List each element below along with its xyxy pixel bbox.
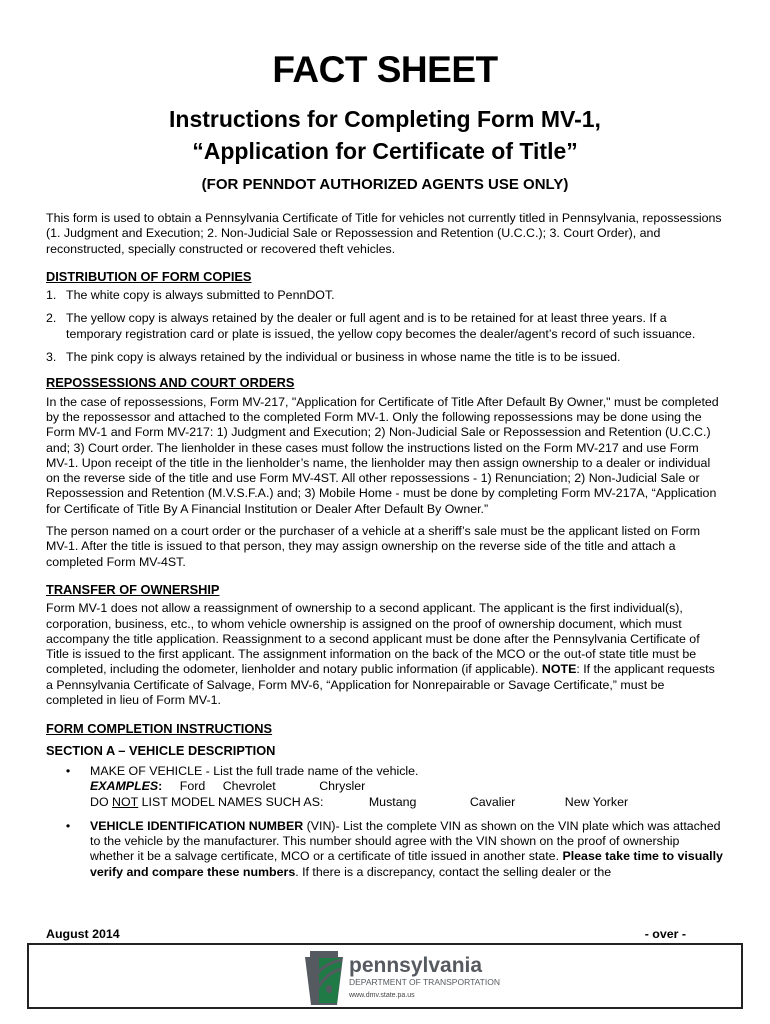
instructions-heading: FORM COMPLETION INSTRUCTIONS: [46, 721, 273, 737]
models-row: [90, 795, 628, 810]
transfer-paragraph: [46, 601, 724, 708]
repossessions-paragraph-2: The person named on a court order or the purchaser of a vehicle at a sheriff’s sale must be the applicant listed on Form MV-1. After the title is issued to that person, they may assign ownership on the reverse side of the title and attach a completed Form MV-4ST.: [46, 524, 701, 569]
example-make: Chevrolet: [222, 779, 276, 794]
page-title: FACT SHEET: [272, 49, 498, 90]
fact-sheet-page: [46, 0, 724, 889]
subtitle-line-1: Instructions for Completing Form MV-1,: [169, 106, 601, 132]
model-name: Mustang: [368, 794, 417, 809]
repossessions-heading: REPOSSESSIONS AND COURT ORDERS: [46, 375, 295, 391]
logo-department: DEPARTMENT OF TRANSPORTATION: [349, 977, 500, 987]
model-name: Cavalier: [469, 794, 516, 809]
bullet-icon: •: [65, 818, 71, 833]
vin-text-end: . If there is a discrepancy, contact the selling dealer or the: [295, 864, 612, 879]
list-item-make: [46, 764, 724, 810]
item-number: 3.: [46, 350, 57, 365]
list-item: [46, 288, 724, 303]
example-make: Ford: [179, 779, 206, 794]
do-rest: LIST MODEL NAMES SUCH AS:: [138, 794, 324, 809]
item-text: The white copy is always submitted to PennDOT.: [66, 288, 335, 303]
keystone-icon: [305, 951, 343, 1005]
distribution-heading: DISTRIBUTION OF FORM COPIES: [46, 268, 252, 284]
bullet-icon: •: [65, 763, 71, 778]
list-item: [46, 311, 724, 342]
do-label: DO: [90, 794, 113, 809]
logo-name: pennsylvania: [349, 954, 483, 977]
item-number: 2.: [46, 311, 57, 326]
distribution-list: [46, 288, 724, 365]
footer-date: August 2014: [46, 927, 120, 941]
note-label: NOTE: [541, 662, 577, 677]
audience-note: (FOR PENNDOT AUTHORIZED AGENTS USE ONLY): [201, 176, 569, 193]
examples-label: EXAMPLES: [90, 779, 159, 794]
transfer-heading: TRANSFER OF OWNERSHIP: [46, 581, 220, 597]
item-number: 1.: [46, 288, 57, 303]
item-text: The pink copy is always retained by the individual or business in whose name the title is to be issued.: [66, 350, 621, 365]
vin-label: VEHICLE IDENTIFICATION NUMBER: [90, 818, 304, 833]
repossessions-paragraph-1: In the case of repossessions, Form MV-217, "Application for Certificate of Title After Default By Owner," must be completed by the repossessor and attached to the completed Form MV-1. Only the following repossessions may be done using the Form MV-1 and Form MV-217: 1) Judgment and Execution; 2) Non-Judicial Sale or Repossession and Retention (U.C.C.) and; 3) Court order. The lienholder in these cases must follow the instructions listed on the Form MV-217 and use Form MV-1. Upon receipt of the title in the lienholder’s name, the lienholder may then assign ownership to a dealer or individual on the reverse side of the title and use Form MV-4ST. All other repossessions - 1) Renunciation; 2) Non-Judicial Sale or Repossession and Retention (M.V.S.F.A.) and; 3) Mobile Home - must be done by completing Form MV-217A, “Application for Certificate of Title By A Financial Institution or Dealer After Default By Owner.”: [46, 394, 719, 516]
transfer-text: Form MV-1 does not allow a reassignment of ownership to a second applicant. The applicant is the first individual(s), corporation, business, etc., to whom vehicle ownership is assigned on the proof of ownership document, which must accompany the title application. Reassignment to a second applicant must be done after the Pennsylvania Certificate of Title is issued to the first applicant. The assignment information on the back of the MCO or the out-of state title must be completed, including the odometer, lienholder and notary public information (if applicable).: [46, 601, 700, 677]
footer: [46, 927, 686, 941]
subtitle: [46, 103, 724, 167]
make-text: MAKE OF VEHICLE - List the full trade name of the vehicle.: [90, 763, 419, 778]
vin-bold-text: Please take time to visually verify and compare these numbers: [90, 849, 723, 879]
footer-over: - over -: [644, 927, 686, 941]
examples-row: EXAMPLES: Ford Chevrolet Chrysler: [90, 779, 366, 794]
section-a-heading: SECTION A – VEHICLE DESCRIPTION: [46, 742, 276, 758]
model-name: New Yorker: [564, 794, 629, 809]
penndot-logo: [305, 951, 500, 1005]
example-make: Chrysler: [319, 779, 366, 794]
item-text: The yellow copy is always retained by the dealer or full agent and is to be retained for at least three years. If a temporary registration card or plate is issued, the yellow copy becomes the dealer/agent’s record of such issuance.: [66, 311, 696, 341]
logo-url: www.dmv.state.pa.us: [349, 992, 415, 999]
list-item-vin: [46, 819, 724, 880]
transfer-note-text: : If the applicant requests a Pennsylvania Certificate of Salvage, Form MV-6, “Application for Nonrepairable or Savage Certificate,” must be completed in lieu of Form MV-1.: [46, 662, 715, 708]
vin-text: (VIN)- List the complete VIN as shown on the VIN plate which was attached to the vehicle by the manufacturer. This number should agree with the VIN shown on the proof of ownership whether it be a salvage certificate, MCO or a certificate of title issued in another state.: [90, 818, 721, 864]
section-a-list: [46, 764, 724, 880]
list-item: [46, 350, 724, 365]
not-label: NOT: [112, 794, 139, 809]
intro-paragraph: This form is used to obtain a Pennsylvania Certificate of Title for vehicles not currently titled in Pennsylvania, repossessions (1. Judgment and Execution; 2. Non-Judicial Sale or Repossession and Retention (U.C.C.); 3. Court Order), and reconstructed, specially constructed or recovered theft vehicles.: [46, 211, 722, 256]
subtitle-line-2: “Application for Certificate of Title”: [192, 138, 578, 164]
